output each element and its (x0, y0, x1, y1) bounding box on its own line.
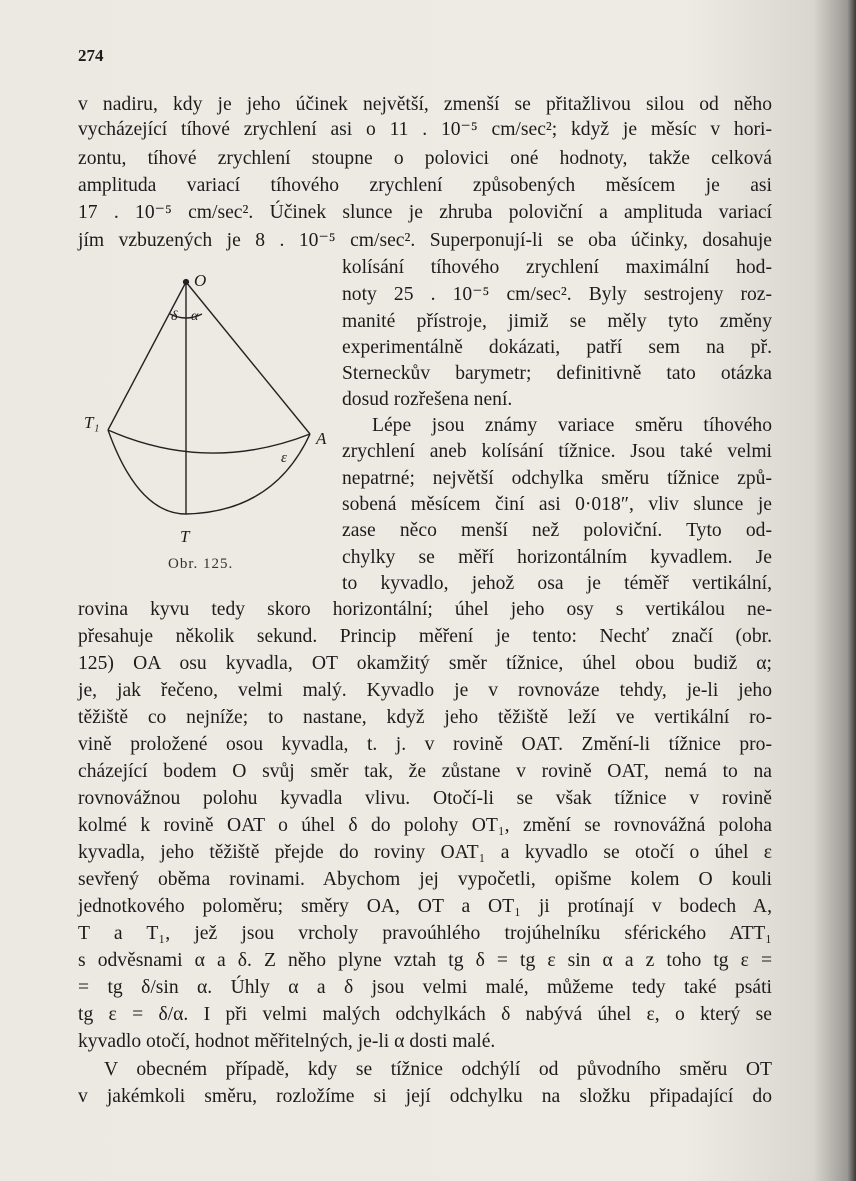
line-O-T1 (108, 282, 186, 430)
text-line: amplituda variací tíhového zrychlení způsobených měsícem je asi (78, 175, 772, 196)
text-line: to kyvadlo, jehož osa je téměř vertikální, (342, 573, 772, 594)
arc-T1-A (108, 430, 310, 453)
label-epsilon: ε (281, 450, 287, 466)
arc-T1-T (108, 430, 186, 514)
label-O: O (194, 271, 207, 290)
text-line: sobená měsícem činí asi 0·018″, vliv slunce je (342, 494, 772, 515)
text-line: rovnovážnou polohu kyvadla vlivu. Otočí-li se však tížnice v rovině (78, 788, 772, 809)
point-O (184, 280, 189, 285)
page-number: 274 (78, 46, 104, 65)
arc-T-A (186, 434, 310, 514)
text-line: zase něco menší než poloviční. Tyto od- (342, 520, 772, 541)
text-line: 17 . 10⁻⁵ cm/sec². Účinek slunce je zhruba poloviční a amplituda variací (78, 202, 772, 223)
text-line: nepatrné; největší odchylka směru tížnice způ- (342, 468, 772, 489)
text-line: kyvadlo otočí, hodnot měřitelných, je-li α dosti malé. (78, 1031, 496, 1052)
text-line: dosud rozřešena není. (342, 389, 513, 410)
text-line: přesahuje několik sekund. Princip měření je tento: Nechť značí (obr. (78, 626, 772, 647)
text-line: kolísání tíhového zrychlení maximální hod- (342, 257, 772, 278)
text-line: s odvěsnami α a δ. Z něho plyne vztah tg δ = tg ε sin α a z toho tg ε = (78, 950, 772, 971)
text-line: chylky se měří horizontálním kyvadlem. Je (342, 547, 772, 568)
text-line: kolmé k rovině OAT o úhel δ do polohy OT₁, změní se rovnovážná poloha (78, 815, 772, 836)
paragraph-start-line: V obecném případě, kdy se tížnice odchýlí od původního směru OT (104, 1059, 772, 1080)
text-line: těžiště co nejníže; to nastane, když jeho těžiště leží ve vertikální ro- (78, 707, 772, 728)
text-line: Sterneckův barymetr; definitivně tato otázka (342, 363, 772, 384)
label-T1: T₁ (84, 413, 100, 432)
text-line: jím vzbuzených je 8 . 10⁻⁵ cm/sec². Superponují-li se oba účinky, dosahuje (78, 230, 772, 251)
text-line: = tg δ/sin α. Úhly α a δ jsou velmi malé, můžeme tedy také psáti (78, 977, 772, 998)
text-line: kyvadla, jeho těžiště přejde do roviny OAT₁ a kyvadlo se otočí o úhel ε (78, 842, 772, 863)
text-line: v jakémkoli směru, rozložíme si její odchylku na složku připadající do (78, 1086, 772, 1107)
figure-caption: Obr. 125. (168, 556, 234, 572)
figure-125-spherical-triangle (78, 266, 338, 576)
text-line: T a T₁, jež jsou vrcholy pravoúhlého trojúhelníku sférického ATT₁ (78, 923, 772, 944)
text-line: rovina kyvu tedy skoro horizontální; úhel jeho osy s vertikálou ne- (78, 599, 772, 620)
label-T: T (180, 527, 190, 546)
label-delta: δ (171, 309, 178, 324)
line-O-A (186, 282, 310, 434)
text-line: noty 25 . 10⁻⁵ cm/sec². Byly sestrojeny roz- (342, 284, 772, 305)
text-line: tg ε = δ/α. I při velmi malých odchylkách δ nabývá úhel ε, o který se (78, 1004, 772, 1025)
text-line: vině proložené osou kyvadla, t. j. v rovině OAT. Změní-li tížnice pro- (78, 734, 772, 755)
text-line: v nadiru, kdy je jeho účinek největší, zmenší se přitažlivou silou od něho (78, 94, 772, 115)
text-line: zrychlení aneb kolísání tížnice. Jsou také velmi (342, 441, 772, 462)
text-line: jednotkového poloměru; směry OA, OT a OT₁ ji protínají v bodech A, (78, 896, 772, 917)
text-line: zontu, tíhové zrychlení stoupne o polovici oné hodnoty, takže celková (78, 148, 772, 169)
text-line: manité přístroje, jimiž se měly tyto změny (342, 311, 772, 332)
text-line: cházející bodem O svůj směr tak, že zůstane v rovině OAT, nemá to na (78, 761, 772, 782)
text-line: je, jak řečeno, velmi malý. Kyvadlo je v rovnováze tehdy, je-li jeho (78, 680, 772, 701)
label-alpha: α (191, 309, 199, 324)
paragraph-start-line: Lépe jsou známy variace směru tíhového (372, 415, 772, 436)
text-line: experimentálně dokázati, patří sem na př. (342, 337, 772, 358)
text-line: sevřený oběma rovinami. Abychom jej vypočetli, opišme kolem O kouli (78, 869, 772, 890)
label-A: A (316, 429, 327, 448)
text-line: vycházející tíhové zrychlení asi o 11 . 10⁻⁵ cm/sec²; když je měsíc v hori- (78, 119, 772, 140)
text-line: 125) OA osu kyvadla, OT okamžitý směr tížnice, úhel obou budiž α; (78, 653, 772, 674)
